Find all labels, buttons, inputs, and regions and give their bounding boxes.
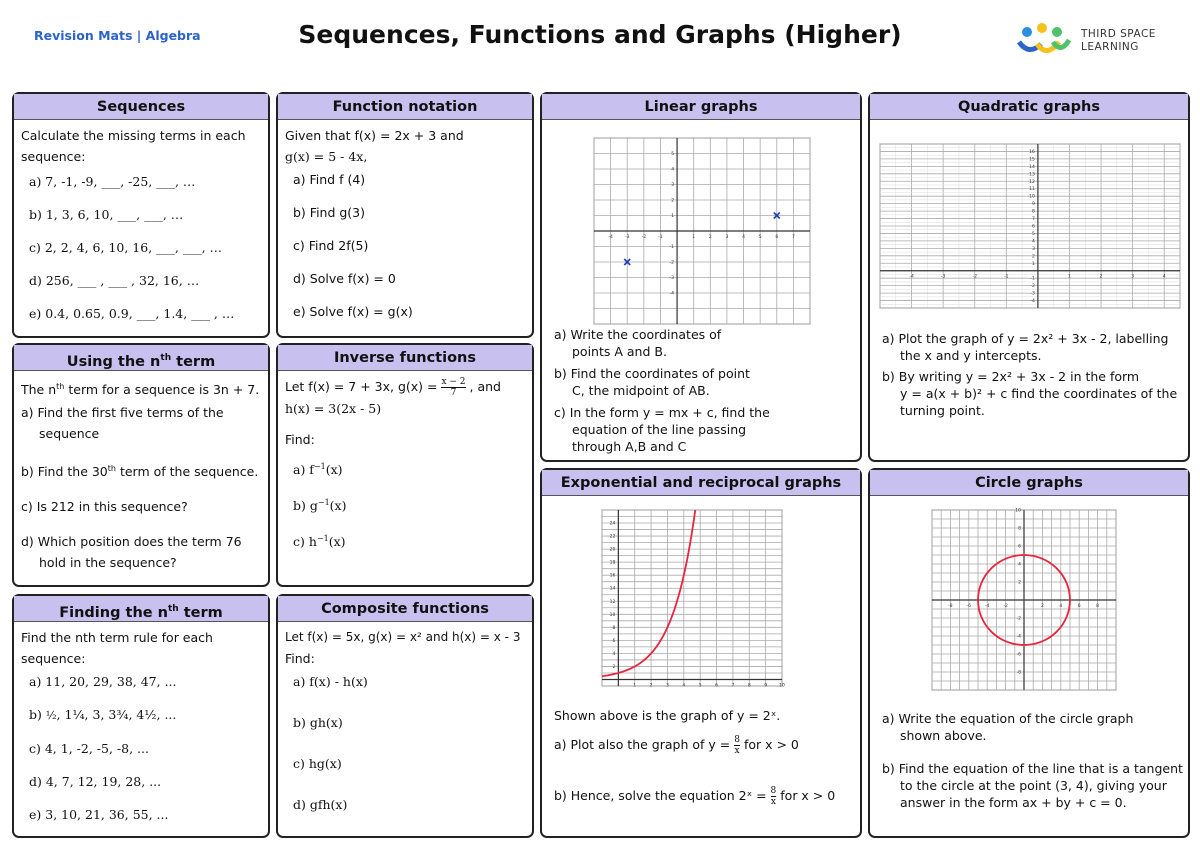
question-d: d) 256, ___ , ___ , 32, 16, … [29, 273, 200, 288]
y-tick-label: 8 [1032, 209, 1035, 215]
intro-text: g(x) = 5 - 4x, [285, 149, 368, 164]
x-tick-label: 5 [698, 683, 702, 689]
x-tick-label: -8 [948, 604, 953, 609]
y-tick-label: 6 [1018, 544, 1021, 550]
question-b: b) Find the equation of the line that is a tangent [882, 761, 1183, 776]
quadratic-graphs-card [868, 92, 1190, 462]
x-tick-label: 2 [1099, 274, 1103, 280]
question-a: a) Plot also the graph of y = $\frac{8}{x}$ for x > 0 [554, 735, 799, 756]
x-tick-label: 2 [649, 683, 653, 689]
sequences-card [12, 92, 270, 338]
x-tick-label: 3 [725, 235, 729, 240]
question-c-cont: through A,B and C [572, 439, 687, 454]
question-b: b) Find the coordinates of point [554, 366, 750, 381]
intro-text: sequence: [21, 149, 86, 164]
question-b: b) Hence, solve the equation 2ˣ = $\frac{8}{x}$ for x > 0 [554, 786, 836, 807]
x-tick-label: -4 [909, 274, 914, 280]
question-a: a) Find f (4) [293, 172, 366, 187]
y-tick-label: -4 [669, 291, 675, 297]
x-tick-label: 4 [1162, 274, 1166, 280]
y-tick-label: -2 [669, 260, 675, 266]
y-tick-label: -6 [1016, 652, 1021, 658]
y-tick-label: -1 [1030, 276, 1035, 282]
question-b-cont: y = a(x + b)² + c find the coordinates of the [900, 386, 1178, 401]
circle-graphs-card [868, 468, 1190, 838]
intro-text: Let f(x) = 5x, g(x) = x² and h(x) = x - 3 [285, 630, 521, 644]
x-tick-label: -4 [984, 604, 990, 609]
y-tick-label: 24 [609, 521, 616, 527]
card-title: Inverse functions [278, 345, 532, 371]
question-a: a) 7, -1, -9, ___, -25, ___, … [29, 174, 196, 189]
x-tick-label: 9 [764, 683, 768, 689]
x-tick-label: 7 [731, 683, 735, 689]
question-c: c) Is 212 in this sequence? [21, 499, 188, 515]
y-tick-label: -4 [1016, 634, 1021, 640]
x-tick-label: -1 [1004, 274, 1009, 280]
question-c: c) hg(x) [293, 756, 342, 771]
page-title: Sequences, Functions and Graphs (Higher) [298, 20, 902, 49]
y-tick-label: 2 [612, 664, 616, 670]
y-tick-label: 4 [671, 167, 675, 173]
y-tick-label: 16 [1029, 149, 1035, 155]
exponential-graph-grid [600, 508, 784, 688]
y-tick-label: 1 [1032, 261, 1035, 267]
question-c: c) In the form y = mx + c, find the [554, 405, 770, 420]
x-tick-label: -2 [972, 274, 977, 280]
quadratic-questions [882, 330, 1177, 419]
description: Shown above is the graph of y = 2ˣ. [554, 708, 781, 723]
intro-text: sequence: [21, 651, 86, 666]
inverse-functions-card [276, 343, 534, 587]
y-tick-label: 7 [1032, 217, 1035, 223]
card-title: Finding the $n^{th}$ term [14, 596, 268, 622]
x-tick-label: 1 [1068, 274, 1071, 280]
card-title: Linear graphs [542, 94, 860, 120]
y-tick-label: 3 [1032, 246, 1035, 252]
y-tick-label: 4 [1018, 562, 1021, 568]
y-tick-label: 9 [1032, 202, 1035, 208]
question-e: e) 0.4, 0.65, 0.9, ___, 1.4, ___ , … [29, 306, 235, 321]
y-tick-label: 13 [1029, 172, 1035, 178]
question-d: d) 4, 7, 12, 19, 28, ... [29, 774, 162, 789]
y-tick-label: 8 [1018, 526, 1021, 532]
y-tick-label: -8 [1016, 670, 1021, 676]
y-tick-label: 10 [1029, 194, 1035, 200]
question-c: c) Find 2f(5) [293, 238, 369, 253]
intro-text: h(x) = 3(2x - 5) [285, 401, 382, 416]
x-tick-label: 4 [742, 235, 745, 240]
y-tick-label: 22 [609, 534, 616, 540]
x-tick-label: 6 [775, 235, 779, 240]
y-tick-label: 2 [671, 198, 675, 204]
question-a-cont: the x and y intercepts. [900, 348, 1042, 363]
y-tick-label: 2 [1032, 254, 1035, 260]
x-tick-label: 3 [1131, 274, 1135, 280]
find-label: Find: [285, 651, 315, 666]
x-tick-label: -6 [966, 604, 972, 609]
x-tick-label: -2 [641, 235, 647, 240]
question-b: b) By writing y = 2x² + 3x - 2 in the form [882, 369, 1140, 384]
x-tick-label: 8 [1096, 604, 1100, 609]
y-tick-label: 15 [1029, 157, 1035, 163]
x-tick-label: 10 [779, 683, 785, 689]
question-b: b) $g^{-1}(x)$ [293, 498, 347, 514]
question-c: c) 4, 1, -2, -5, -8, ... [29, 741, 149, 756]
card-title: Quadratic graphs [870, 94, 1188, 120]
y-tick-label: 16 [609, 573, 616, 579]
x-tick-label: -1 [658, 235, 663, 240]
third-space-learning-logo [1015, 22, 1165, 62]
revision-mats-label: Revision Mats | Algebra [34, 28, 201, 43]
question-a-cont: points A and B. [572, 344, 667, 359]
y-tick-label: 3 [671, 183, 675, 188]
question-a: a) 11, 20, 29, 38, 47, ... [29, 674, 177, 689]
question-e: e) Solve f(x) = g(x) [293, 304, 413, 319]
y-tick-label: 18 [609, 560, 616, 566]
question-a: a) Plot the graph of y = 2x² + 3x - 2, labelling [882, 331, 1169, 346]
question-a: a) Write the equation of the circle graph [882, 711, 1134, 726]
y-tick-label: 4 [612, 651, 616, 657]
y-tick-label: 20 [609, 547, 616, 553]
question-b-cont: turning point. [900, 403, 985, 418]
question-b: b) Find g(3) [293, 205, 366, 220]
y-tick-label: -1 [669, 245, 675, 250]
y-tick-label: 10 [1015, 508, 1021, 514]
question-e: e) 3, 10, 21, 36, 55, ... [29, 807, 169, 822]
y-tick-label: 1 [671, 214, 675, 219]
linear-graphs-card [540, 92, 862, 462]
card-title: Sequences [14, 94, 268, 120]
x-tick-label: -3 [624, 235, 630, 240]
question-a-cont: shown above. [900, 728, 987, 743]
card-title: Function notation [278, 94, 532, 120]
question-b-cont: to the circle at the point (3, 4), giving your [900, 778, 1167, 793]
x-tick-label: 1 [692, 235, 696, 240]
function-notation-card [276, 92, 534, 338]
y-tick-label: 10 [609, 612, 616, 618]
question-a: a) f(x) - h(x) [293, 674, 368, 689]
x-tick-label: 3 [666, 683, 669, 689]
logo-icon [1015, 22, 1075, 62]
y-tick-label: 2 [1018, 580, 1021, 586]
find-label: Find: [285, 432, 315, 447]
question-a: a) $f^{-1}(x)$ [293, 462, 343, 478]
exponential-reciprocal-card [540, 468, 862, 838]
y-tick-label: 5 [1032, 231, 1035, 237]
x-tick-label: 2 [1040, 604, 1044, 609]
question-b: b) gh(x) [293, 715, 343, 730]
card-title: Composite functions [278, 596, 532, 622]
y-tick-label: -2 [1030, 284, 1035, 290]
x-tick-label: 5 [758, 235, 762, 240]
intro-text: Let f(x) = 7 + 3x, g(x) = $\frac{x - 2}{7}$ , and [285, 377, 501, 398]
x-tick-label: 6 [1077, 604, 1081, 609]
logo-line2: LEARNING [1081, 41, 1139, 53]
y-tick-label: 12 [609, 599, 616, 605]
y-tick-label: -3 [1030, 291, 1035, 297]
linear-questions [554, 326, 770, 455]
y-tick-label: 6 [1032, 224, 1035, 230]
y-tick-label: -4 [1030, 299, 1035, 305]
x-tick-label: -2 [1003, 604, 1008, 609]
question-c-cont: equation of the line passing [572, 422, 747, 437]
linear-graph-grid [592, 136, 812, 326]
y-tick-label: 4 [1032, 239, 1035, 245]
circle-questions [882, 710, 1183, 811]
question-c: c) $h^{-1}(x)$ [293, 534, 346, 550]
y-tick-label: 5 [671, 152, 675, 157]
question-b-cont: answer in the form ax + by + c = 0. [900, 795, 1127, 810]
question-b: b) 1, 3, 6, 10, ___, ___, … [29, 207, 184, 222]
intro-text: The $n^{th}$ term for a sequence is 3n + 7. [21, 382, 260, 398]
y-tick-label: -3 [669, 276, 675, 281]
question-c: c) 2, 2, 4, 6, 10, 16, ___, ___, … [29, 240, 223, 255]
y-tick-label: 14 [609, 586, 616, 592]
x-tick-label: 2 [708, 235, 712, 240]
composite-functions-card [276, 594, 534, 838]
question-d: d) Solve f(x) = 0 [293, 271, 396, 286]
card-title: Exponential and reciprocal graphs [542, 470, 860, 496]
intro-text: Find the nth term rule for each [21, 630, 213, 645]
y-tick-label: 11 [1029, 187, 1035, 193]
x-tick-label: 1 [633, 683, 637, 689]
x-tick-label: -4 [608, 235, 613, 240]
finding-nth-term-card [12, 594, 270, 838]
x-tick-label: -3 [940, 274, 946, 280]
x-tick-label: 8 [747, 683, 751, 689]
question-b: b) Find the 30th term of the sequence. [21, 464, 259, 480]
y-tick-label: 8 [612, 625, 616, 631]
quadratic-graph-grid [878, 142, 1182, 310]
circle-graph-grid [930, 508, 1118, 692]
card-title: Circle graphs [870, 470, 1188, 496]
question-a-cont: sequence [39, 426, 100, 442]
x-tick-label: 6 [715, 683, 718, 689]
intro-text: Given that f(x) = 2x + 3 and [285, 128, 464, 143]
card-title: Using the $n^{th}$ term [14, 345, 268, 371]
logo-line1: THIRD SPACE [1081, 28, 1156, 40]
question-d-cont: hold in the sequence? [39, 555, 177, 571]
question-d: d) gfh(x) [293, 797, 348, 812]
question-a: a) Write the coordinates of [554, 327, 722, 342]
using-nth-term-card [12, 343, 270, 587]
y-tick-label: 12 [1029, 179, 1035, 185]
exponential-questions [554, 708, 835, 807]
y-tick-label: 14 [1029, 164, 1035, 170]
y-tick-label: -2 [1016, 616, 1021, 622]
intro-text: Calculate the missing terms in each [21, 128, 246, 143]
question-b-cont: C, the midpoint of AB. [572, 383, 710, 398]
question-a: a) Find the first five terms of the [21, 405, 224, 421]
x-tick-label: 7 [791, 235, 795, 240]
question-b: b) ½, 1¼, 3, 3¾, 4½, ... [29, 707, 177, 722]
x-tick-label: 4 [1059, 604, 1063, 609]
y-tick-label: 6 [612, 638, 616, 644]
x-tick-label: 4 [682, 683, 686, 689]
question-d: d) Which position does the term 76 [21, 534, 242, 550]
